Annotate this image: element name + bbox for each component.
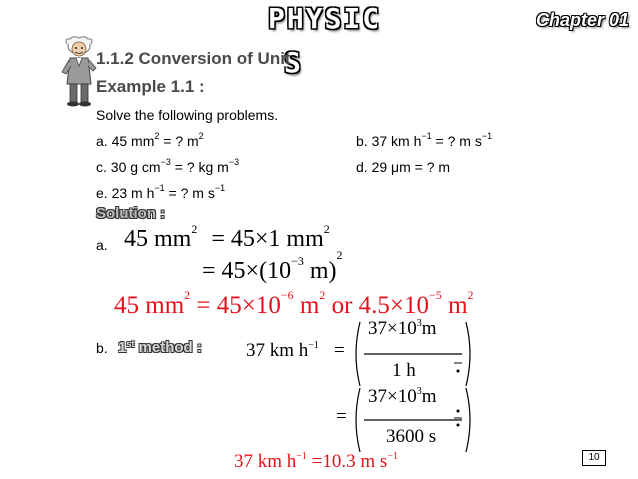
part-a-result-p3: m [293, 292, 320, 319]
part-a-line1-exp: 2 [191, 222, 198, 236]
method-number: 1 [118, 339, 127, 356]
part-a-line2-unit: m) [303, 258, 337, 284]
problem-a [96, 133, 204, 149]
part-a-label: a. [96, 237, 108, 253]
method-text: method : [134, 339, 202, 356]
part-a-result-e1: 2 [184, 288, 191, 302]
problem-e-text: e. 23 m h [96, 185, 155, 201]
problem-b-exponent: −1 [421, 131, 432, 141]
part-b-result [234, 451, 398, 473]
part-a-line2-exp: −3 [291, 254, 304, 268]
problem-e [96, 185, 225, 201]
part-b-lhs-exp: −1 [308, 340, 319, 351]
page-number: 10 [582, 450, 606, 466]
part-a-line1 [124, 222, 330, 253]
fraction-1-num-unit: m [421, 318, 437, 339]
part-b-lhs [246, 340, 319, 362]
equals-sign-2: = [336, 406, 347, 427]
problem-d-rest: m = ? m [399, 159, 451, 175]
fraction-1-numerator [368, 318, 437, 340]
part-b-lhs-text: 37 km h [246, 340, 309, 361]
method-suffix: st [126, 339, 135, 349]
part-a-result-p2: = 45×10 [190, 292, 281, 319]
intro-text: Solve the following problems. [96, 107, 279, 123]
problem-c-exponent: −3 [160, 157, 171, 167]
header-title-continued: S [284, 46, 301, 79]
problem-d [356, 159, 450, 175]
problem-c-exponent-2: −3 [228, 157, 240, 167]
part-a-line2 [202, 248, 343, 285]
part-a-result [114, 288, 474, 320]
method-label [118, 339, 202, 356]
einstein-figure-icon [60, 36, 98, 108]
part-a-result-p4: or 4.5×10 [325, 292, 430, 319]
fraction-2-denominator: 3600 s [386, 426, 437, 447]
fraction-1-denominator: 1 h [392, 360, 416, 381]
part-a-line1-left: 45 mm [124, 226, 192, 252]
solution-label: Solution : [96, 205, 166, 222]
part-b-label: b. [96, 340, 108, 356]
problem-d-mu: μ [391, 159, 400, 175]
problem-e-mid: = ? m s [164, 185, 215, 201]
part-a-result-p1: 45 mm [114, 292, 185, 319]
fraction-2-num-unit: m [421, 386, 437, 407]
problem-b-mid: = ? m s [431, 133, 482, 149]
chapter-label: Chapter 01 [536, 10, 630, 30]
problem-b [356, 133, 492, 149]
problem-e-exponent: −1 [154, 183, 165, 193]
fraction-2-num-exp: 3 [416, 386, 422, 397]
fraction-1-num-exp: 3 [416, 318, 422, 329]
header-title: PHYSIC [268, 2, 382, 35]
problem-b-text: b. 37 km h [356, 133, 422, 149]
fraction-1-num-text: 37×10 [368, 318, 417, 339]
part-a-result-e5: 2 [467, 288, 474, 302]
problem-b-exponent-2: −1 [481, 131, 493, 141]
part-a-line1-right: = 45×1 mm [211, 226, 324, 252]
problem-c-text: c. 30 g cm [96, 159, 161, 175]
problem-a-exponent-2: 2 [198, 131, 204, 141]
problem-a-text: a. 45 mm [96, 133, 155, 149]
problem-d-text: d. 29 [356, 159, 392, 175]
part-b-result-rhs-exp: −1 [387, 451, 398, 462]
problem-c [96, 159, 239, 175]
part-a-line2-text: = 45×(10 [202, 258, 292, 284]
part-a-result-e2: −6 [280, 288, 294, 302]
problem-e-exponent-2: −1 [214, 183, 226, 193]
part-a-line2-outer-exp: 2 [336, 248, 343, 262]
part-a-result-e3: 2 [319, 288, 326, 302]
problem-a-mid: = ? m [159, 133, 199, 149]
part-a-result-e4: −5 [429, 288, 442, 302]
equals-sign-1: = [334, 340, 345, 361]
problem-a-exponent: 2 [154, 131, 160, 141]
problem-c-mid: = ? kg m [170, 159, 229, 175]
part-b-result-lhs: 37 km h [234, 451, 297, 472]
fraction-2-num-text: 37×10 [368, 386, 417, 407]
section-title: 1.1.2 Conversion of Unit [96, 49, 291, 68]
example-title: Example 1.1 : [96, 77, 205, 96]
fraction-2-numerator [368, 386, 437, 408]
part-b-result-lhs-exp: −1 [296, 451, 307, 462]
part-b-result-rhs: =10.3 m s [311, 451, 388, 472]
part-a-result-p5: m [441, 292, 468, 319]
part-a-line1-right-exp: 2 [323, 222, 330, 236]
